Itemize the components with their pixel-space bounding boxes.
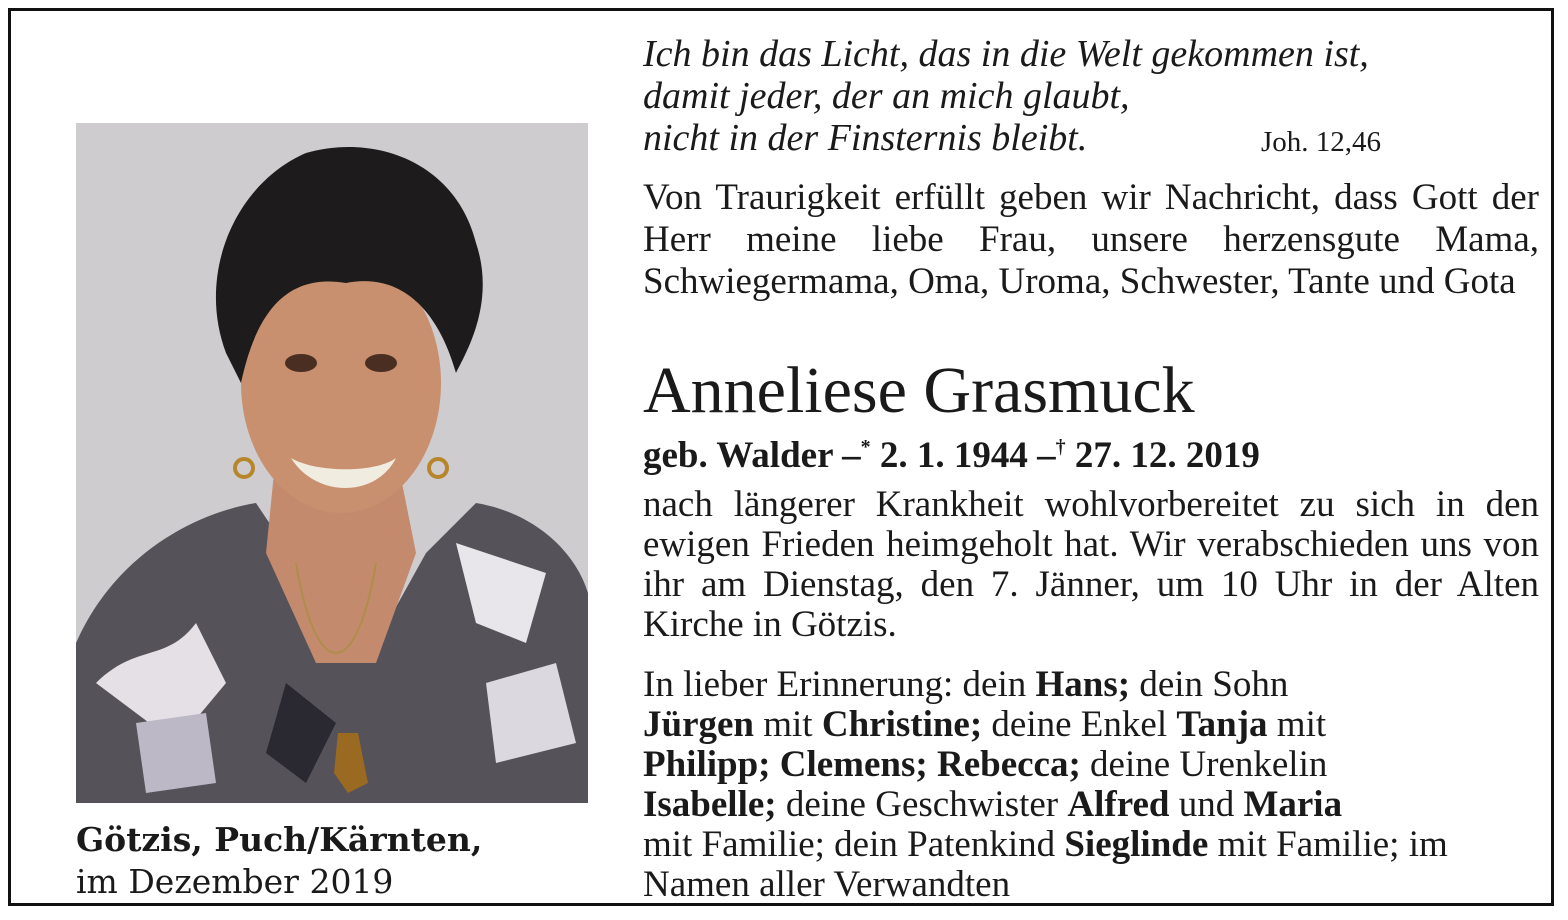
verse-line: nicht in der Finsternis bleibt. bbox=[643, 117, 1088, 159]
obituary-notice bbox=[8, 8, 1554, 906]
mourner-name: Tanja bbox=[1176, 704, 1268, 745]
maiden-name: geb. Walder bbox=[643, 435, 833, 476]
mourner-name: Alfred bbox=[1067, 784, 1170, 825]
portrait-photo bbox=[76, 123, 588, 803]
relation-text: und bbox=[1178, 784, 1235, 825]
relation-text: deine Geschwister bbox=[785, 784, 1059, 825]
verse-line: Ich bin das Licht, das in die Welt gekommen ist, bbox=[643, 33, 1369, 75]
birth-symbol: * bbox=[860, 436, 871, 458]
location: Götzis, Puch/Kärnten, bbox=[76, 820, 483, 859]
relation-text: dein Sohn bbox=[1139, 664, 1289, 705]
death-symbol: † bbox=[1055, 436, 1066, 458]
mourner-name: Maria bbox=[1243, 784, 1343, 825]
mourners-text bbox=[643, 665, 1539, 905]
relation-text: mit Familie; dein Patenkind bbox=[643, 824, 1056, 865]
dash: – bbox=[842, 435, 861, 476]
verse-line: damit jeder, der an mich glaubt, bbox=[643, 75, 1130, 117]
mourner-name: Philipp; bbox=[643, 744, 771, 785]
birth-death-line bbox=[643, 425, 1543, 478]
place-and-date bbox=[76, 819, 636, 903]
deceased-name: Anneliese Grasmuck bbox=[643, 354, 1195, 427]
relation-text: deine Enkel bbox=[991, 704, 1168, 745]
mourner-name: Isabelle; bbox=[643, 784, 777, 825]
closing-text: mit Familie; im Namen aller Verwandten bbox=[643, 824, 1448, 905]
bible-verse bbox=[643, 33, 1433, 159]
mourners-intro: In lieber Erinnerung: dein bbox=[643, 664, 1027, 705]
dash: – bbox=[1037, 435, 1056, 476]
death-date: 27. 12. 2019 bbox=[1074, 435, 1260, 476]
verse-reference: Joh. 12,46 bbox=[1261, 126, 1382, 158]
date: im Dezember 2019 bbox=[76, 862, 394, 901]
mourner-name: Rebecca; bbox=[936, 744, 1081, 785]
mourner-name: Hans; bbox=[1035, 664, 1131, 705]
relation-text: deine Urenkelin bbox=[1090, 744, 1328, 785]
relation-text: mit bbox=[763, 704, 813, 745]
mourner-name: Sieglinde bbox=[1064, 824, 1209, 865]
mourner-name: Jürgen bbox=[643, 704, 754, 745]
mourner-name: Christine; bbox=[821, 704, 983, 745]
announcement-text: Von Traurigkeit erfüllt geben wir Nachricht, dass Gott der Herr meine liebe Frau, unsere herzensgute Mama, Schwiegermama, Oma, Uroma, Schwester, Tante und Gota bbox=[643, 177, 1539, 302]
relation-text: mit bbox=[1276, 704, 1327, 745]
farewell-text: nach längerer Krankheit wohlvorbereitet zu sich in den ewigen Frieden heimgeholt hat. Wir verabschieden uns von ihr am Dienstag, den 7. Jänner, um 10 Uhr in der Alten Kirche in Götzis. bbox=[643, 484, 1539, 645]
birth-date: 2. 1. 1944 bbox=[879, 435, 1028, 476]
mourner-name: Clemens; bbox=[779, 744, 928, 785]
